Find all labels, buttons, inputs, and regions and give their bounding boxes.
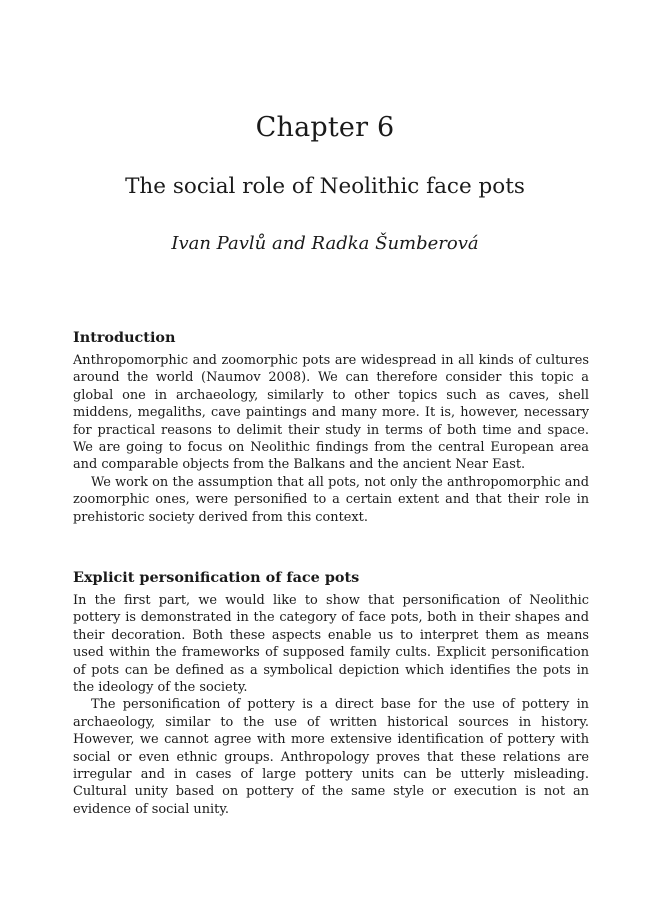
section-heading: Explicit personification of face pots: [73, 569, 360, 586]
paragraph: The personification of pottery is a direct base for the use of pottery in archaeology, similar to the use of written historical sources in history. However, we cannot agree with more extensive identification of pottery with social or even ethnic groups. Anthropology proves that these relations are irregular and in cases of large pottery units can be utterly misleading. Cultural unity based on pottery of the same style or execution is not an evidence of social unity.: [73, 697, 589, 817]
chapter-number: Chapter 6: [255, 112, 395, 143]
chapter-title: The social role of Neolithic face pots: [125, 174, 525, 199]
chapter-authors: Ivan Pavlů and Radka Šumberová: [171, 233, 479, 254]
section-heading: Introduction: [73, 329, 176, 346]
paragraph: In the first part, we would like to show that personification of Neolithic pottery is demonstrated in the category of face pots, both in their shapes and their decoration. Both these aspects enable us to interpret them as means used within the frameworks of supposed family cults. Explicit personification of pots can be defined as a symbolical depiction which identifies the pots in the ideology of the society.: [73, 593, 589, 696]
paragraph: We work on the assumption that all pots, not only the anthropomorphic and zoomorphic ones, were personified to a certain extent and that their role in prehistoric society derived from this context.: [73, 474, 589, 525]
section-explicit-personification: [73, 568, 589, 818]
paragraph: Anthropomorphic and zoomorphic pots are widespread in all kinds of cultures around the world (Naumov 2008). We can therefore consider this topic a global one in archaeology, similarly to other topics such as caves, shell middens, megaliths, cave paintings and many more. It is, however, necessary for practical reasons to delimit their study in terms of both time and space. We are going to focus on Neolithic findings from the central European area and comparable objects from the Balkans and the ancient Near East.: [73, 353, 589, 473]
section-introduction: [73, 328, 589, 526]
